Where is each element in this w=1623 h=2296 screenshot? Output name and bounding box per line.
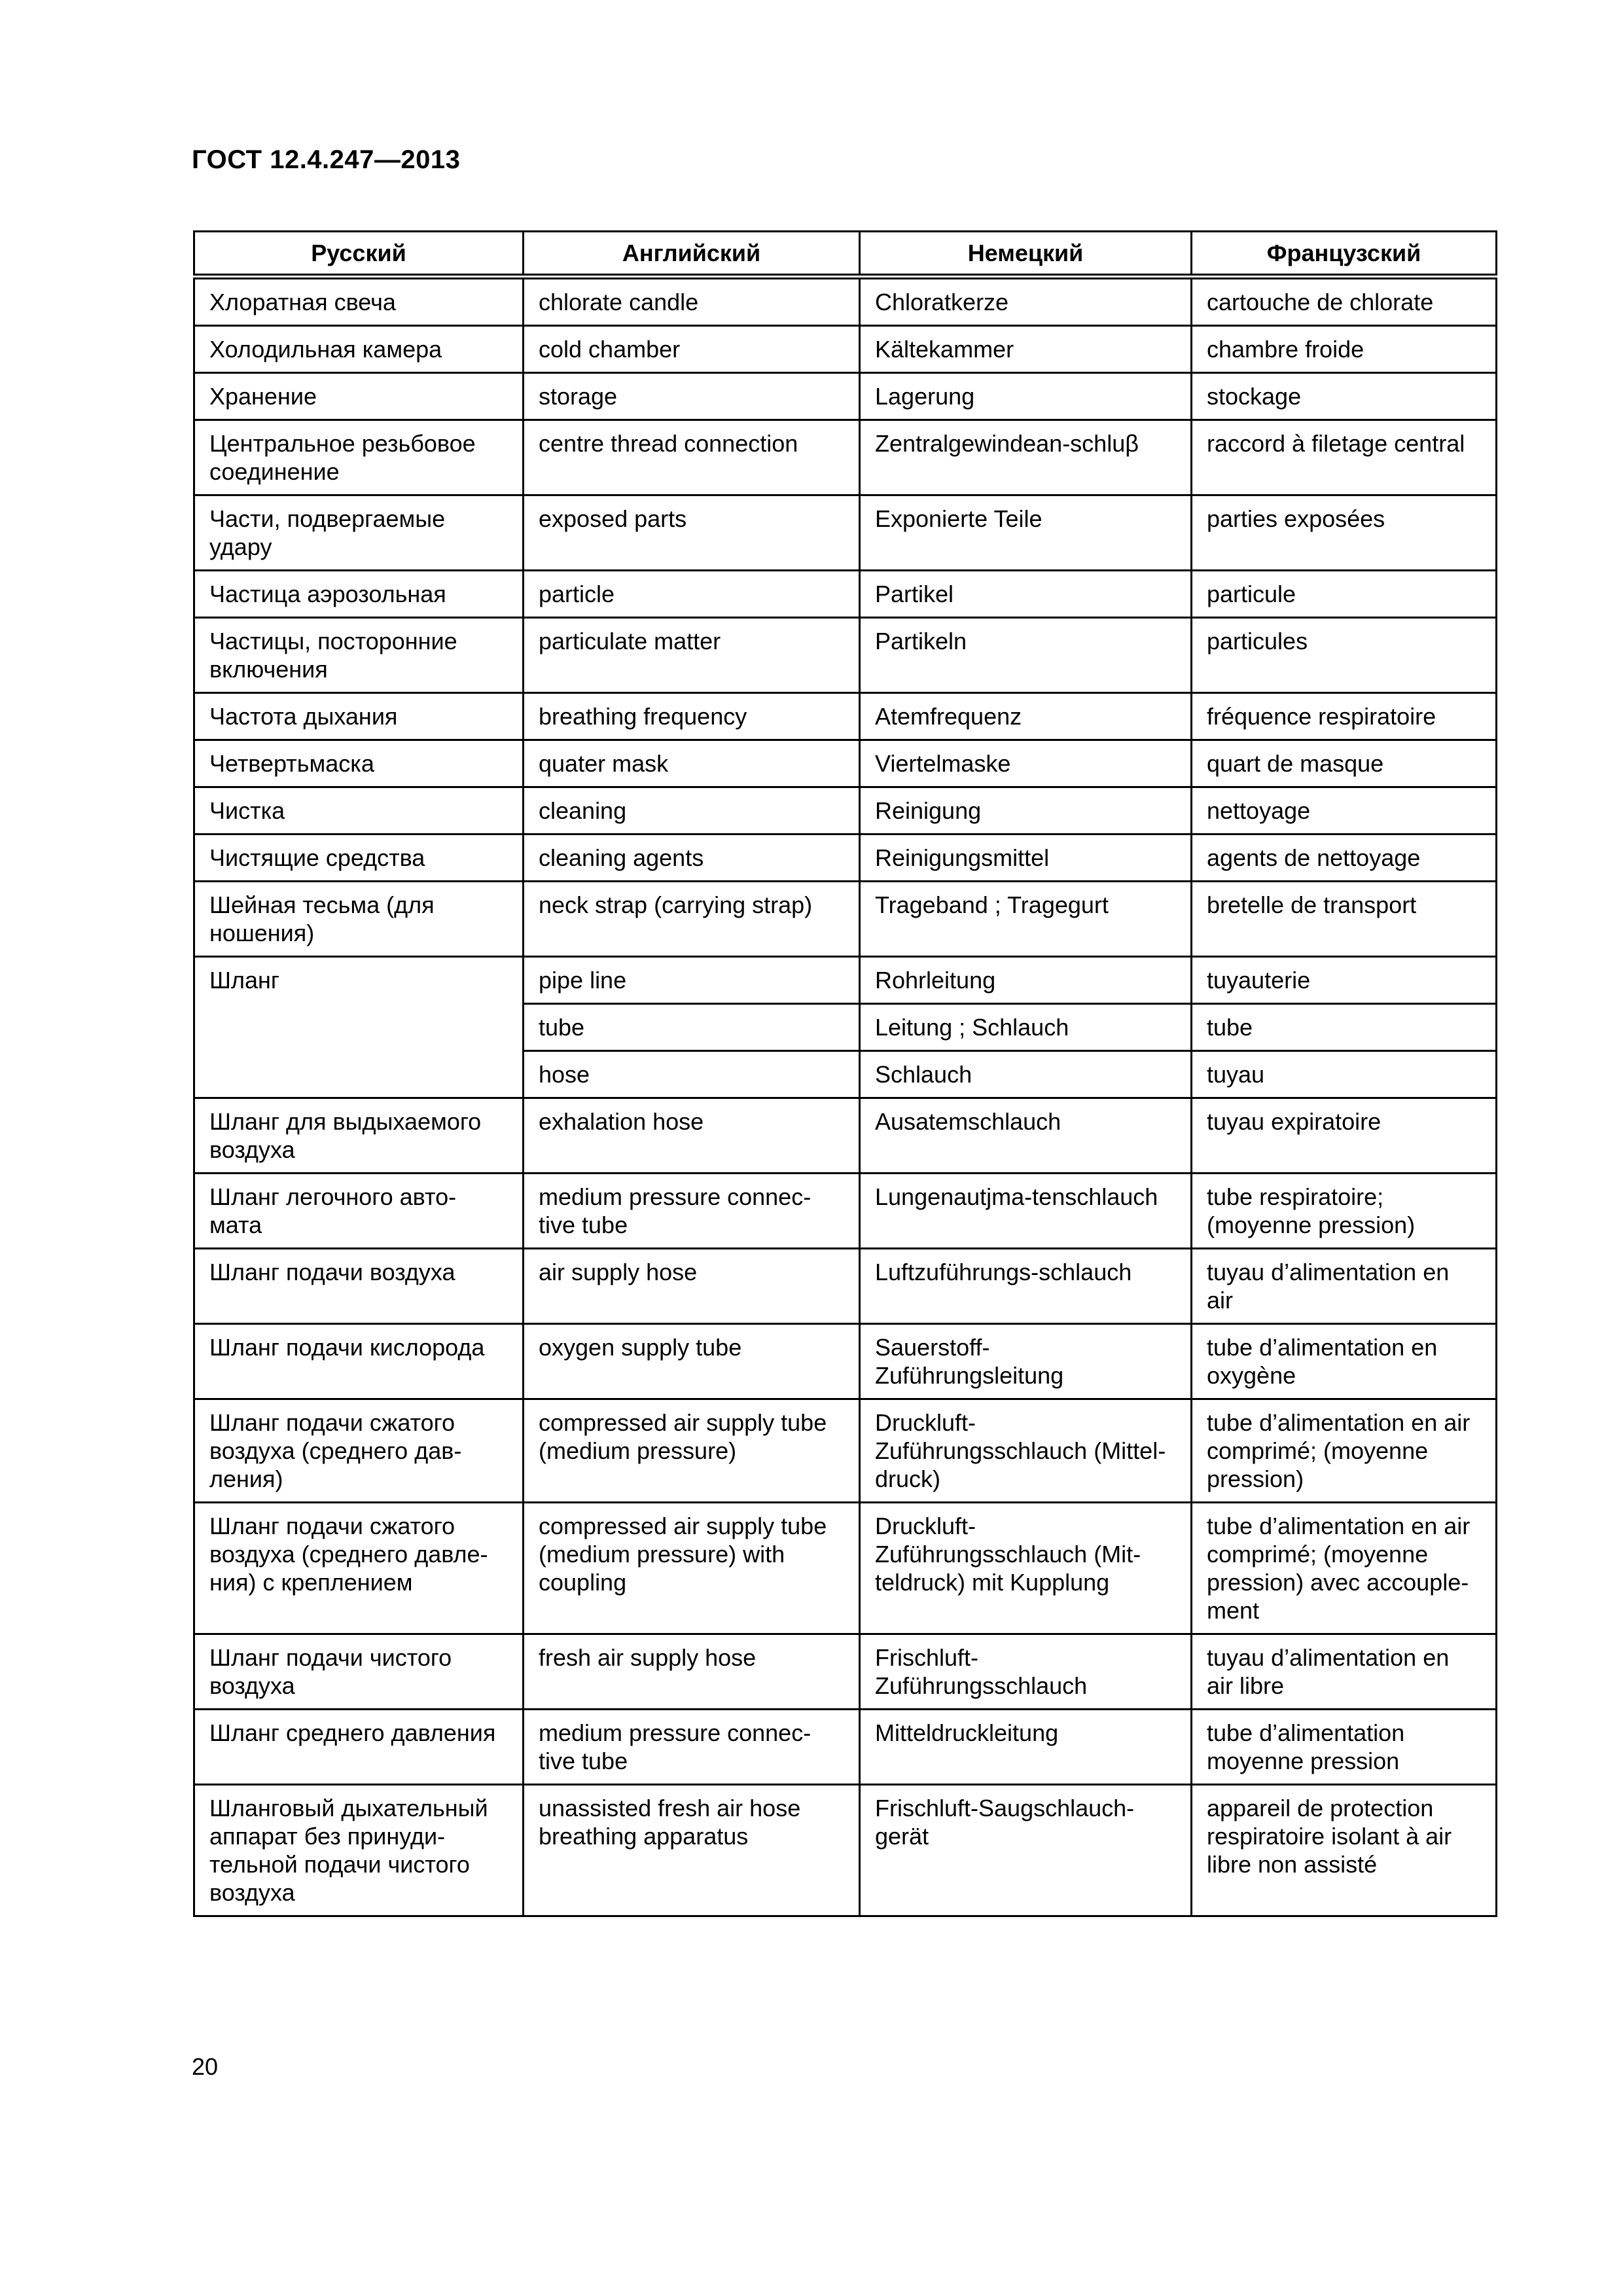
cell-french: tuyau d’alimentation en air xyxy=(1192,1249,1497,1324)
cell-german: Partikel xyxy=(860,571,1192,618)
cell-english: medium pressure connec-tive tube xyxy=(524,1710,860,1785)
cell-english: exposed parts xyxy=(524,495,860,571)
cell-french: tube d’alimentation en oxygène xyxy=(1192,1324,1497,1399)
cell-german: Rohrleitung xyxy=(860,957,1192,1004)
cell-french: tube xyxy=(1192,1004,1497,1051)
cell-french: particule xyxy=(1192,571,1497,618)
cell-german: Viertelmaske xyxy=(860,740,1192,787)
cell-german: Exponierte Teile xyxy=(860,495,1192,571)
cell-russian: Шланг подачи сжатого воздуха (среднего давле-ния) с креплением xyxy=(194,1503,524,1634)
cell-german: Frischluft-Zuführungsschlauch xyxy=(860,1634,1192,1710)
cell-english: centre thread connection xyxy=(524,420,860,495)
cell-french: parties exposées xyxy=(1192,495,1497,571)
table-row xyxy=(194,1098,1497,1174)
cell-german: Lungenautjma-tenschlauch xyxy=(860,1174,1192,1249)
cell-russian: Хлоратная свеча xyxy=(194,277,524,326)
cell-french: tube respiratoire; (moyenne pression) xyxy=(1192,1174,1497,1249)
cell-russian: Шланг подачи кислорода xyxy=(194,1324,524,1399)
document-title: ГОСТ 12.4.247—2013 xyxy=(192,145,461,174)
cell-german: Schlauch xyxy=(860,1051,1192,1098)
cell-french: raccord à filetage central xyxy=(1192,420,1497,495)
table-row xyxy=(194,740,1497,787)
table-row xyxy=(194,1634,1497,1710)
cell-german: Reinigung xyxy=(860,787,1192,834)
cell-english: medium pressure connec-tive tube xyxy=(524,1174,860,1249)
cell-english: cleaning agents xyxy=(524,834,860,882)
cell-english: fresh air supply hose xyxy=(524,1634,860,1710)
cell-german: Trageband ; Tragegurt xyxy=(860,882,1192,957)
cell-english: unassisted fresh air hose breathing apparatus xyxy=(524,1785,860,1916)
cell-german: Reinigungsmittel xyxy=(860,834,1192,882)
cell-french: tuyau xyxy=(1192,1051,1497,1098)
cell-german: Chloratkerze xyxy=(860,277,1192,326)
cell-russian: Шланг для выдыхаемого воздуха xyxy=(194,1098,524,1174)
cell-english: pipe line xyxy=(524,957,860,1004)
table-row xyxy=(194,1503,1497,1634)
cell-russian: Четвертьмаска xyxy=(194,740,524,787)
cell-french: cartouche de chlorate xyxy=(1192,277,1497,326)
table-row xyxy=(194,571,1497,618)
cell-russian: Центральное резьбовое соединение xyxy=(194,420,524,495)
cell-russian: Чистящие средства xyxy=(194,834,524,882)
cell-russian: Чистка xyxy=(194,787,524,834)
cell-french: particules xyxy=(1192,618,1497,693)
cell-german: Frischluft-Saugschlauch-gerät xyxy=(860,1785,1192,1916)
cell-russian: Шланг xyxy=(194,957,524,1098)
cell-french: quart de masque xyxy=(1192,740,1497,787)
table-row xyxy=(194,277,1497,326)
cell-russian: Шланг легочного авто-мата xyxy=(194,1174,524,1249)
cell-german: Atemfrequenz xyxy=(860,693,1192,740)
column-header-german: Немецкий xyxy=(860,232,1192,277)
table-row xyxy=(194,1710,1497,1785)
cell-french: stockage xyxy=(1192,373,1497,420)
cell-french: appareil de protection respiratoire isolant à air libre non assisté xyxy=(1192,1785,1497,1916)
table-row xyxy=(194,693,1497,740)
cell-french: tuyau expiratoire xyxy=(1192,1098,1497,1174)
cell-german: Luftzuführungs-schlauch xyxy=(860,1249,1192,1324)
cell-english: air supply hose xyxy=(524,1249,860,1324)
cell-english: particulate matter xyxy=(524,618,860,693)
table-row xyxy=(194,1249,1497,1324)
cell-french: tuyau d’alimentation en air libre xyxy=(1192,1634,1497,1710)
cell-french: tube d’alimentation en air comprimé; (moyenne pression) xyxy=(1192,1399,1497,1503)
table-row xyxy=(194,373,1497,420)
column-header-french: Французский xyxy=(1192,232,1497,277)
cell-german: Lagerung xyxy=(860,373,1192,420)
table-row xyxy=(194,957,1497,1004)
table-row xyxy=(194,495,1497,571)
table-row xyxy=(194,834,1497,882)
cell-english: compressed air supply tube (medium pressure) with coupling xyxy=(524,1503,860,1634)
cell-french: chambre froide xyxy=(1192,326,1497,373)
page-number: 20 xyxy=(192,2053,219,2080)
table-row xyxy=(194,787,1497,834)
cell-english: tube xyxy=(524,1004,860,1051)
cell-french: tuyauterie xyxy=(1192,957,1497,1004)
table-row xyxy=(194,326,1497,373)
table-row xyxy=(194,618,1497,693)
cell-german: Mitteldruckleitung xyxy=(860,1710,1192,1785)
cell-german: Kältekammer xyxy=(860,326,1192,373)
cell-english: particle xyxy=(524,571,860,618)
cell-french: agents de nettoyage xyxy=(1192,834,1497,882)
table-row xyxy=(194,1324,1497,1399)
cell-russian: Частица аэрозольная xyxy=(194,571,524,618)
cell-english: compressed air supply tube (medium pressure) xyxy=(524,1399,860,1503)
cell-german: Zentralgewindean-schluβ xyxy=(860,420,1192,495)
cell-german: Sauerstoff-Zuführungsleitung xyxy=(860,1324,1192,1399)
cell-english: cleaning xyxy=(524,787,860,834)
table-header-row xyxy=(194,232,1497,277)
cell-french: bretelle de transport xyxy=(1192,882,1497,957)
cell-russian: Шланг подачи сжатого воздуха (среднего дав-ления) xyxy=(194,1399,524,1503)
cell-russian: Шейная тесьма (для ношения) xyxy=(194,882,524,957)
cell-german: Partikeln xyxy=(860,618,1192,693)
cell-english: hose xyxy=(524,1051,860,1098)
table-row xyxy=(194,420,1497,495)
cell-russian: Частота дыхания xyxy=(194,693,524,740)
cell-french: fréquence respiratoire xyxy=(1192,693,1497,740)
column-header-english: Английский xyxy=(524,232,860,277)
cell-english: cold chamber xyxy=(524,326,860,373)
column-header-russian: Русский xyxy=(194,232,524,277)
cell-english: exhalation hose xyxy=(524,1098,860,1174)
cell-russian: Частицы, посторонние включения xyxy=(194,618,524,693)
cell-german: Druckluft-Zuführungsschlauch (Mit-teldruck) mit Kupplung xyxy=(860,1503,1192,1634)
table-row xyxy=(194,1174,1497,1249)
cell-russian: Холодильная камера xyxy=(194,326,524,373)
terminology-table xyxy=(193,230,1497,1917)
cell-german: Ausatemschlauch xyxy=(860,1098,1192,1174)
cell-french: tube d’alimentation moyenne pression xyxy=(1192,1710,1497,1785)
cell-english: chlorate candle xyxy=(524,277,860,326)
cell-russian: Хранение xyxy=(194,373,524,420)
cell-german: Druckluft-Zuführungsschlauch (Mittel-druck) xyxy=(860,1399,1192,1503)
cell-russian: Шланг подачи чистого воздуха xyxy=(194,1634,524,1710)
cell-russian: Части, подвергаемые удару xyxy=(194,495,524,571)
cell-russian: Шланг среднего давления xyxy=(194,1710,524,1785)
cell-english: storage xyxy=(524,373,860,420)
cell-russian: Шланговый дыхательный аппарат без принуди-тельной подачи чистого воздуха xyxy=(194,1785,524,1916)
table-row xyxy=(194,1785,1497,1916)
cell-english: oxygen supply tube xyxy=(524,1324,860,1399)
cell-german: Leitung ; Schlauch xyxy=(860,1004,1192,1051)
table-body xyxy=(194,277,1497,1916)
cell-english: breathing frequency xyxy=(524,693,860,740)
table-row xyxy=(194,1399,1497,1503)
cell-french: nettoyage xyxy=(1192,787,1497,834)
cell-french: tube d’alimentation en air comprimé; (moyenne pression) avec accouple-ment xyxy=(1192,1503,1497,1634)
cell-english: neck strap (carrying strap) xyxy=(524,882,860,957)
table-row xyxy=(194,882,1497,957)
cell-english: quater mask xyxy=(524,740,860,787)
cell-russian: Шланг подачи воздуха xyxy=(194,1249,524,1324)
